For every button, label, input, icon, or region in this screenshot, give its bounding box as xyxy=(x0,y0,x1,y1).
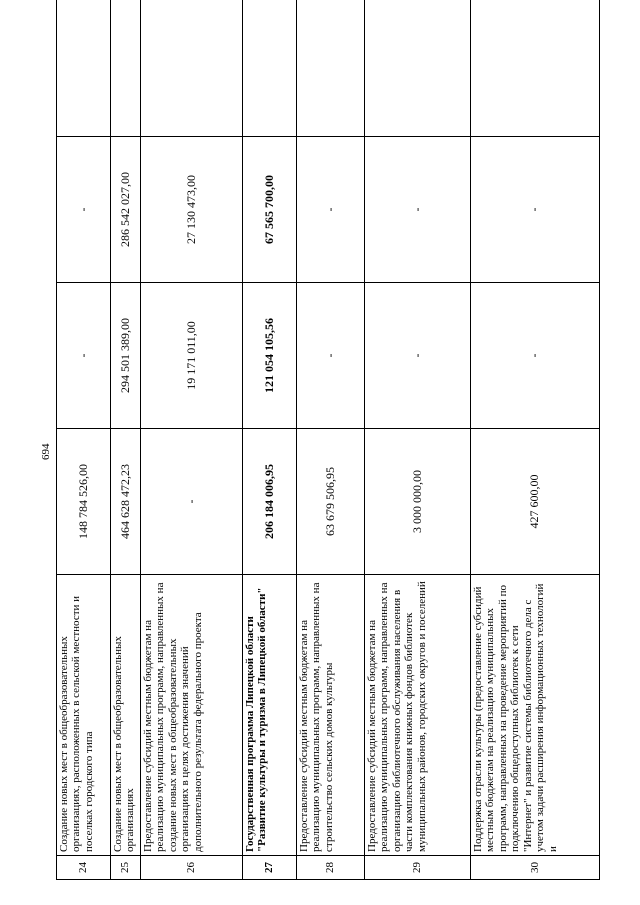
page-number: 694 xyxy=(40,443,52,460)
table-row xyxy=(365,0,471,880)
table-row xyxy=(297,0,365,880)
table-row xyxy=(141,0,243,880)
value-cell: - xyxy=(365,137,471,283)
row-name: Предоставление субсидий местным бюджетам на реализацию муниципальных программ, направленных на строительство сельских домов культуры xyxy=(297,575,365,856)
row-name: Создание новых мест в общеобразовательных организациях xyxy=(111,575,141,856)
row-name: Создание новых мест в общеобразовательных организациях, расположенных в сельской местности и поселках городского типа xyxy=(57,575,111,856)
empty-cell xyxy=(365,0,471,137)
row-name: Поддержка отрасли культуры (предоставление субсидий местным бюджетам на реализацию муниципальных программ, направленных на проведение мероприятий по подключению общедоступных библиотек к сети "Интернет" и развитие системы библиотечного дела с учетом задачи расширения информационных технологий и xyxy=(471,575,600,856)
row-number: 28 xyxy=(297,856,365,880)
value-cell: - xyxy=(365,283,471,429)
value-cell: 67 565 700,00 xyxy=(243,137,297,283)
row-name: Предоставление субсидий местным бюджетам на реализацию муниципальных программ, направленных на организацию библиотечного обслуживания населения в части комплектования книжных фондов библиотек муниципальных районов, городских округов и поселений xyxy=(365,575,471,856)
value-cell: - xyxy=(57,137,111,283)
empty-cell xyxy=(141,0,243,137)
value-cell: 294 501 389,00 xyxy=(111,283,141,429)
value-cell: 121 054 105,56 xyxy=(243,283,297,429)
table-row xyxy=(243,0,297,880)
value-cell: 27 130 473,00 xyxy=(141,137,243,283)
value-cell: 19 171 011,00 xyxy=(141,283,243,429)
empty-cell xyxy=(111,0,141,137)
empty-cell xyxy=(243,0,297,137)
budget-table-rotated xyxy=(56,0,599,880)
budget-table xyxy=(56,0,600,880)
table-row xyxy=(57,0,111,880)
value-cell: - xyxy=(297,283,365,429)
row-name: Предоставление субсидий местным бюджетам на реализацию муниципальных программ, направленных на создание новых мест в общеобразовательных организациях в целях достижения значений дополнительного результата федерального проекта xyxy=(141,575,243,856)
empty-cell xyxy=(471,0,600,137)
row-number: 24 xyxy=(57,856,111,880)
row-number: 25 xyxy=(111,856,141,880)
value-cell: - xyxy=(57,283,111,429)
value-cell: 3 000 000,00 xyxy=(365,429,471,575)
value-cell: 286 542 027,00 xyxy=(111,137,141,283)
row-number: 29 xyxy=(365,856,471,880)
value-cell: - xyxy=(141,429,243,575)
value-cell: - xyxy=(297,137,365,283)
value-cell: 63 679 506,95 xyxy=(297,429,365,575)
table-row xyxy=(471,0,600,880)
empty-cell xyxy=(57,0,111,137)
row-number: 30 xyxy=(471,856,600,880)
value-cell: - xyxy=(471,137,600,283)
row-number: 27 xyxy=(243,856,297,880)
row-name: Государственная программа Липецкой области "Развитие культуры и туризма в Липецкой области" xyxy=(243,575,297,856)
value-cell: 148 784 526,00 xyxy=(57,429,111,575)
empty-cell xyxy=(297,0,365,137)
table-row xyxy=(111,0,141,880)
value-cell: 206 184 006,95 xyxy=(243,429,297,575)
value-cell: - xyxy=(471,283,600,429)
row-number: 26 xyxy=(141,856,243,880)
value-cell: 464 628 472,23 xyxy=(111,429,141,575)
value-cell: 427 600,00 xyxy=(471,429,600,575)
